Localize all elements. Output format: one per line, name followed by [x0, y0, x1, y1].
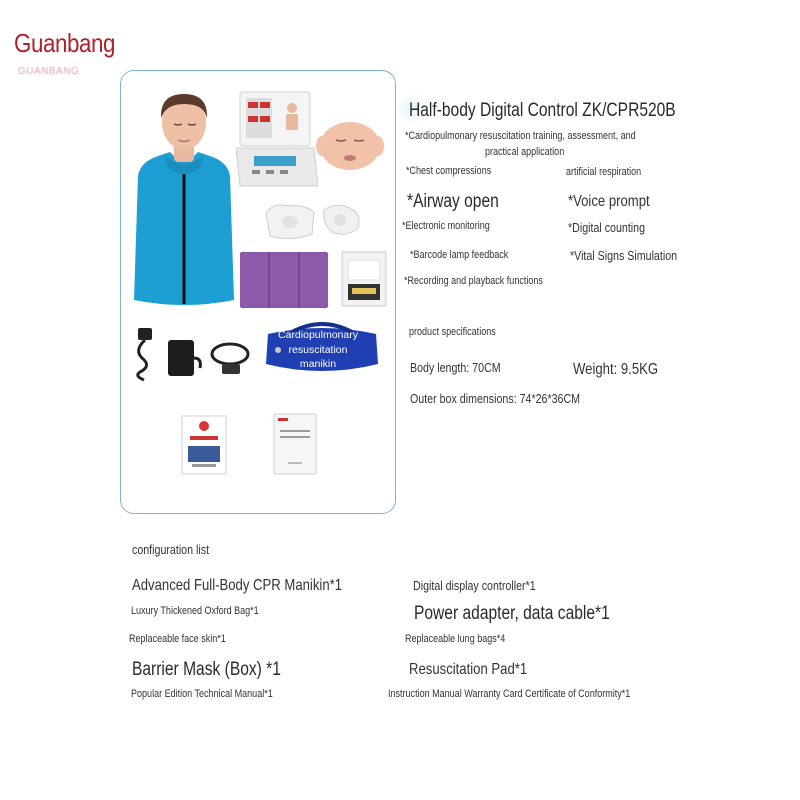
feature-chest-compressions: *Chest compressions [406, 165, 492, 177]
cpr-manikin-image [130, 90, 238, 312]
power-adapter-image [164, 336, 204, 380]
product-description-line2: practical application [485, 146, 565, 158]
bag-label-line1: Cardiopulmonary [278, 329, 358, 341]
face-skin-image [314, 118, 386, 170]
config-barrier-mask: Barrier Mask (Box) *1 [132, 659, 281, 680]
specs-heading: product specifications [409, 326, 496, 338]
feature-barcode-lamp: *Barcode lamp feedback [410, 249, 509, 261]
feature-recording-playback: *Recording and playback functions [404, 275, 543, 287]
lung-bag-parts-image [262, 200, 372, 244]
resuscitation-pad-image [238, 250, 330, 310]
feature-voice-prompt: *Voice prompt [568, 193, 650, 210]
feature-digital-counting: *Digital counting [568, 220, 646, 235]
config-controller: Digital display controller*1 [413, 578, 536, 593]
config-face-skin: Replaceable face skin*1 [129, 633, 226, 645]
brand-subtitle: GUANBANG [18, 66, 80, 77]
config-power-adapter: Power adapter, data cable*1 [414, 603, 610, 624]
config-lung-bags: Replaceable lung bags*4 [405, 633, 506, 645]
spec-weight: Weight: 9.5KG [573, 361, 659, 378]
config-manikin: Advanced Full-Body CPR Manikin*1 [132, 577, 343, 594]
config-warranty-docs: Instruction Manual Warranty Card Certificate of Conformity*1 [388, 688, 631, 700]
technical-manual-image [180, 414, 228, 476]
instruction-manual-image [272, 412, 318, 476]
config-technical-manual: Popular Edition Technical Manual*1 [131, 688, 273, 700]
product-description-line1: *Cardiopulmonary resuscitation training, assessment, and [405, 130, 636, 142]
product-title: Half-body Digital Control ZK/CPR520B [409, 100, 676, 121]
bag-label-line3: manikin [299, 358, 337, 370]
data-cable-image [206, 336, 256, 378]
feature-airway-open: *Airway open [407, 191, 499, 212]
feature-artificial-respiration: artificial respiration [566, 166, 642, 178]
spec-body-length: Body length: 70CM [410, 360, 501, 375]
digital-controller-image [236, 90, 318, 188]
bag-label-line2: resuscitation [288, 344, 348, 356]
spec-box-dimensions: Outer box dimensions: 74*26*36CM [410, 391, 581, 406]
power-cable-image [130, 326, 160, 382]
feature-electronic-monitoring: *Electronic monitoring [402, 220, 490, 232]
brand-logo: Guanbang [14, 28, 116, 58]
config-resuscitation-pad: Resuscitation Pad*1 [409, 661, 528, 678]
barrier-mask-box-image [340, 250, 388, 308]
config-heading: configuration list [132, 542, 210, 557]
feature-vital-signs: *Vital Signs Simulation [570, 248, 678, 263]
config-oxford-bag: Luxury Thickened Oxford Bag*1 [131, 605, 259, 617]
